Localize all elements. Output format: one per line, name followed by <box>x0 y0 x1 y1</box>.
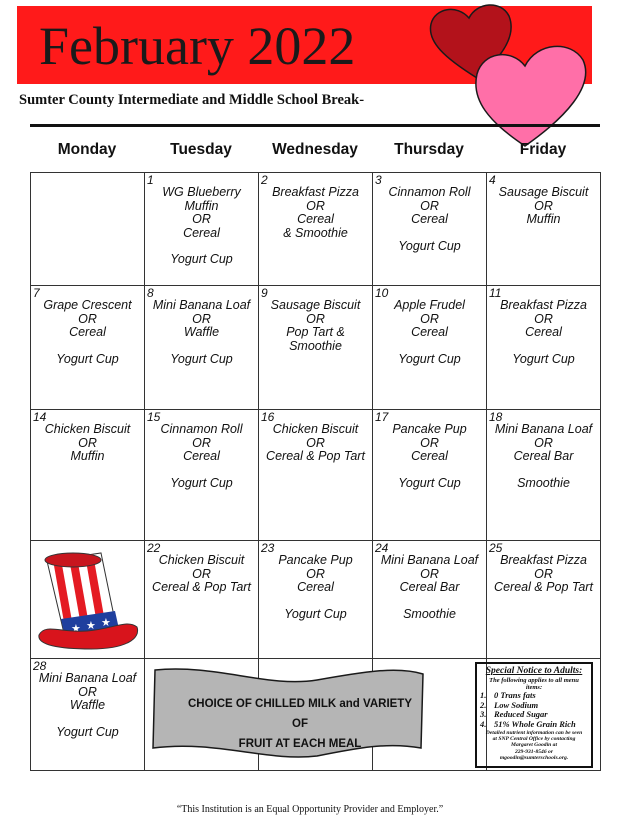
menu-items <box>145 423 258 490</box>
header-rule <box>30 124 600 127</box>
day-number: 18 <box>489 410 503 424</box>
menu-items <box>31 672 144 739</box>
menu-item: Mini Banana Loaf <box>38 671 137 685</box>
menu-item: Breakfast Pizza <box>500 553 587 567</box>
day-header-thursday: Thursday <box>394 141 464 158</box>
menu-item: Cereal Bar <box>513 449 574 463</box>
notice-footer-line: Margaret Goodin at <box>511 742 557 749</box>
calendar-cell-week1-tuesday <box>145 173 259 286</box>
menu-item: Cereal <box>183 225 220 240</box>
menu-item: Smoothie <box>403 606 456 621</box>
day-number: 24 <box>375 541 389 555</box>
menu-item: Sausage Biscuit <box>498 185 589 199</box>
notice-item-number: 2. <box>480 699 487 710</box>
menu-item: Yogurt Cup <box>398 475 461 490</box>
notice-intro-line1: The following applies to all menu <box>489 677 579 684</box>
menu-or: OR <box>534 435 553 450</box>
day-number: 2 <box>261 173 268 187</box>
day-header-row <box>30 128 600 172</box>
menu-spacer <box>373 595 486 608</box>
calendar-cell-week5-monday <box>31 659 145 771</box>
notice-footer-line: at SNP Central Office by contacting <box>492 736 576 743</box>
menu-item: Yogurt Cup <box>512 351 575 366</box>
calendar-cell-week4-monday <box>31 541 145 659</box>
menu-item: & Smoothie <box>283 225 348 240</box>
menu-item: Yogurt Cup <box>284 606 347 621</box>
notice-item-number: 4. <box>480 718 487 729</box>
calendar-cell-week3-friday <box>487 410 601 541</box>
day-header-monday: Monday <box>57 141 117 158</box>
menu-item: Mini Banana Loaf <box>494 422 593 436</box>
day-number: 28 <box>33 659 47 673</box>
calendar-cell-week4-wednesday <box>259 541 373 659</box>
day-number: 4 <box>489 173 496 187</box>
calendar-cell-week2-wednesday <box>259 286 373 410</box>
notice-footer-line: 229-931-8546 or <box>514 748 554 755</box>
menu-item: Yogurt Cup <box>56 724 119 739</box>
day-number: 11 <box>489 286 502 300</box>
calendar-cell-week2-tuesday <box>145 286 259 410</box>
menu-item: Grape Crescent <box>43 298 132 312</box>
menu-items <box>373 423 486 490</box>
milk-banner-line2: FRUIT AT EACH MEAL <box>238 738 362 750</box>
day-number: 22 <box>147 541 161 555</box>
calendar-cell-week2-friday <box>487 286 601 410</box>
menu-item: Cereal <box>297 212 334 226</box>
svg-text:★: ★ <box>71 623 81 635</box>
calendar-cell-week4-tuesday <box>145 541 259 659</box>
notice-title: Special Notice to Adults: <box>485 666 583 676</box>
adult-notice-box <box>475 662 593 768</box>
menu-items <box>145 299 258 366</box>
day-header-wednesday: Wednesday <box>272 141 358 158</box>
menu-spacer <box>373 227 486 240</box>
milk-banner-text <box>182 694 418 754</box>
calendar-cell-week2-thursday <box>373 286 487 410</box>
day-number: 9 <box>261 286 268 300</box>
equal-opportunity-statement: “This Institution is an Equal Opportunity Provider and Employer.” <box>176 804 444 815</box>
calendar-cell-week1-wednesday <box>259 173 373 286</box>
menu-or: OR <box>420 435 439 450</box>
page-subtitle: Sumter County Intermediate and Middle School Break- <box>19 92 365 108</box>
menu-item: Cereal & Pop Tart <box>266 449 365 463</box>
menu-item: Chicken Biscuit <box>158 553 245 567</box>
notice-footer-line: mgoodin@sumterschools.org. <box>499 754 569 761</box>
menu-item: Pancake Pup <box>392 422 467 436</box>
day-number: 7 <box>33 286 40 300</box>
menu-items <box>487 299 600 366</box>
day-number: 8 <box>147 286 154 300</box>
menu-or: OR <box>420 198 439 213</box>
menu-item: Cereal <box>183 449 220 463</box>
menu-items <box>259 554 372 621</box>
menu-items <box>259 423 372 464</box>
menu-items <box>31 423 144 464</box>
menu-item: Cereal <box>411 212 448 226</box>
menu-item: Breakfast Pizza <box>500 298 587 312</box>
day-number: 23 <box>261 541 275 555</box>
menu-item: Muffin <box>70 449 105 463</box>
calendar-cell-week3-tuesday <box>145 410 259 541</box>
menu-item: Cereal <box>411 449 448 463</box>
menu-item: Yogurt Cup <box>170 351 233 366</box>
menu-or: OR <box>192 566 211 581</box>
menu-or: OR <box>78 435 97 450</box>
menu-items <box>373 186 486 253</box>
notice-item-text: Low Sodium <box>494 699 539 710</box>
menu-or: OR <box>192 311 211 326</box>
menu-or: OR <box>78 311 97 326</box>
menu-item: Cereal & Pop Tart <box>494 580 593 594</box>
calendar-cell-week4-thursday <box>373 541 487 659</box>
notice-footer <box>480 730 588 761</box>
menu-items <box>487 554 600 595</box>
menu-spacer <box>487 340 600 353</box>
menu-items <box>259 186 372 240</box>
menu-or: OR <box>306 311 325 326</box>
menu-or: OR <box>78 684 97 699</box>
menu-item: Yogurt Cup <box>398 238 461 253</box>
svg-text:★: ★ <box>86 620 96 632</box>
day-number: 25 <box>489 541 503 555</box>
menu-item: Cereal <box>69 325 106 339</box>
menu-items <box>373 299 486 366</box>
calendar-cell-week1-monday <box>31 173 145 286</box>
milk-banner-line1: CHOICE OF CHILLED MILK and VARIETY OF <box>187 698 413 730</box>
menu-item: Cinnamon Roll <box>388 185 471 199</box>
menu-item: Yogurt Cup <box>56 351 119 366</box>
menu-spacer <box>373 464 486 477</box>
menu-or: OR <box>306 435 325 450</box>
menu-item: WG Blueberry <box>162 185 241 199</box>
menu-or: OR <box>420 311 439 326</box>
menu-item: Cereal <box>297 580 334 594</box>
day-number: 17 <box>375 410 389 424</box>
menu-item: Smoothie <box>289 338 342 353</box>
menu-item: Chicken Biscuit <box>44 422 131 436</box>
menu-items <box>31 299 144 366</box>
menu-item: Cereal Bar <box>399 580 460 594</box>
menu-item: Muffin <box>526 212 561 226</box>
menu-item: Cereal <box>411 325 448 339</box>
day-number: 10 <box>375 286 389 300</box>
day-number: 3 <box>375 173 382 187</box>
calendar-cell-week3-wednesday <box>259 410 373 541</box>
day-number: 16 <box>261 410 275 424</box>
menu-or: OR <box>534 311 553 326</box>
menu-spacer <box>259 595 372 608</box>
menu-item: Chicken Biscuit <box>272 422 359 436</box>
menu-spacer <box>145 340 258 353</box>
calendar-cell-week3-thursday <box>373 410 487 541</box>
menu-item: Pancake Pup <box>278 553 353 567</box>
menu-item: Waffle <box>69 698 106 712</box>
notice-footer-line: Detailed nutrient information can be seen <box>485 730 583 736</box>
menu-items <box>487 423 600 490</box>
day-number: 1 <box>147 173 154 187</box>
menu-item: Cinnamon Roll <box>160 422 243 436</box>
menu-item: Cereal & Pop Tart <box>152 580 251 594</box>
page-title: February 2022 <box>39 16 356 76</box>
notice-item-text: 0 Trans fats <box>494 690 536 700</box>
menu-items <box>145 554 258 595</box>
menu-item: Smoothie <box>517 475 570 490</box>
menu-or: OR <box>306 198 325 213</box>
menu-spacer <box>31 713 144 726</box>
menu-or: OR <box>534 198 553 213</box>
notice-intro <box>480 677 588 691</box>
calendar-cell-week1-thursday <box>373 173 487 286</box>
menu-or: OR <box>192 212 211 226</box>
menu-item: Cereal <box>525 325 562 339</box>
notice-item-number: 1. <box>480 690 487 700</box>
svg-text:★: ★ <box>101 617 111 629</box>
calendar-cell-week4-friday <box>487 541 601 659</box>
menu-spacer <box>373 340 486 353</box>
menu-or: OR <box>192 435 211 450</box>
menu-item: Sausage Biscuit <box>270 298 361 312</box>
uncle-sam-hat-icon <box>35 549 143 653</box>
menu-item: Mini Banana Loaf <box>380 553 479 567</box>
menu-item: Waffle <box>183 325 220 339</box>
menu-item: Apple Frudel <box>394 298 465 312</box>
notice-item-number: 3. <box>480 709 487 719</box>
menu-item: Mini Banana Loaf <box>152 298 251 312</box>
day-header-friday: Friday <box>519 141 567 158</box>
notice-item <box>480 720 588 730</box>
menu-item: Yogurt Cup <box>398 351 461 366</box>
menu-or: OR <box>534 566 553 581</box>
menu-spacer <box>145 464 258 477</box>
menu-item: Yogurt Cup <box>170 475 233 490</box>
menu-or: OR <box>306 566 325 581</box>
menu-spacer <box>487 464 600 477</box>
menu-or: OR <box>420 566 439 581</box>
day-number: 14 <box>33 410 47 424</box>
notice-item-text: Reduced Sugar <box>494 709 548 719</box>
menu-item: Muffin <box>184 198 219 213</box>
menu-spacer <box>31 340 144 353</box>
day-header-tuesday: Tuesday <box>170 141 232 158</box>
calendar-cell-week1-friday <box>487 173 601 286</box>
notice-intro-line2: items: <box>525 684 543 691</box>
menu-items <box>487 186 600 227</box>
day-number: 15 <box>147 410 161 424</box>
menu-items <box>145 186 258 267</box>
calendar-cell-week3-monday <box>31 410 145 541</box>
menu-item: Breakfast Pizza <box>272 185 359 199</box>
menu-item: Yogurt Cup <box>170 252 233 266</box>
calendar-cell-week2-monday <box>31 286 145 410</box>
menu-item: Pop Tart & <box>286 325 345 339</box>
menu-items <box>373 554 486 621</box>
notice-item-text: 51% Whole Grain Rich <box>494 718 576 729</box>
menu-items <box>259 299 372 353</box>
